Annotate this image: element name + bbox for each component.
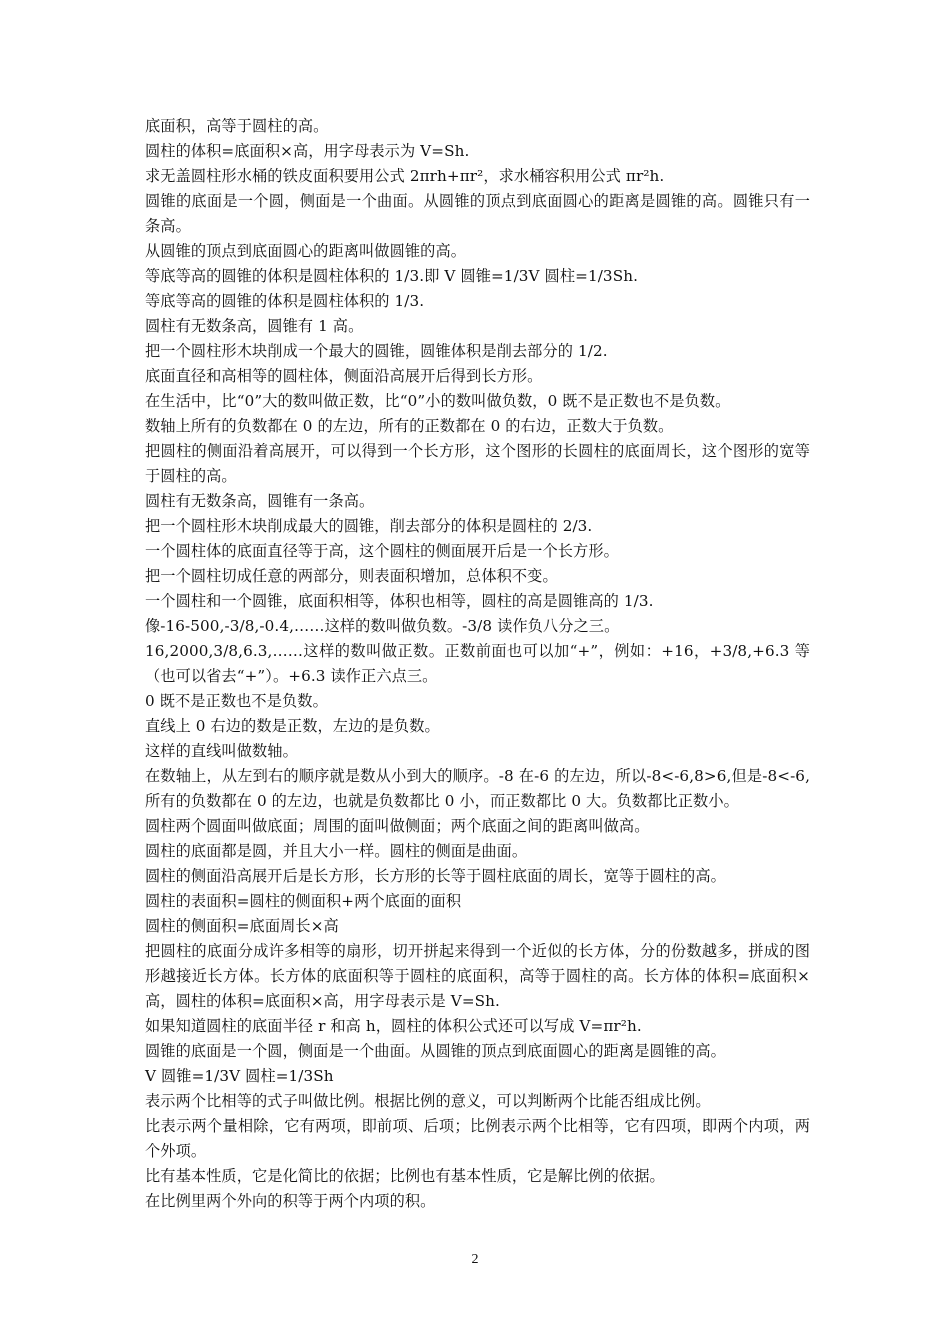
paragraph: 圆柱的侧面沿高展开后是长方形，长方形的长等于圆柱底面的周长，宽等于圆柱的高。 (145, 867, 726, 885)
paragraph: 把一个圆柱形木块削成一个最大的圆锥，圆锥体积是削去部分的 1/2. (145, 342, 608, 360)
paragraph: 等底等高的圆锥的体积是圆柱体积的 1/3.即 V 圆锥=1/3V 圆柱=1/3Sh. (145, 267, 639, 285)
paragraph: 圆柱有无数条高，圆锥有 1 高。 (145, 317, 364, 335)
paragraph: 圆柱的表面积=圆柱的侧面积+两个底面的面积 (145, 892, 462, 910)
paragraph: 从圆锥的顶点到底面圆心的距离叫做圆锥的高。 (145, 242, 467, 260)
paragraph: 直线上 0 右边的数是正数，左边的是负数。 (145, 717, 440, 735)
paragraph: 圆柱的底面都是圆，并且大小一样。圆柱的侧面是曲面。 (145, 842, 528, 860)
paragraph: 把一个圆柱切成任意的两部分，则表面积增加，总体积不变。 (145, 567, 558, 585)
paragraph: 这样的直线叫做数轴。 (145, 742, 298, 760)
paragraph: 把一个圆柱形木块削成最大的圆锥，削去部分的体积是圆柱的 2/3. (145, 517, 593, 535)
paragraph: 圆锥的底面是一个圆，侧面是一个曲面。从圆锥的顶点到底面圆心的距离是圆锥的高。 (145, 1042, 726, 1060)
paragraph: 圆柱的侧面积=底面周长×高 (145, 917, 339, 935)
paragraph: 如果知道圆柱的底面半径 r 和高 h，圆柱的体积公式还可以写成 V=πr²h. (145, 1017, 642, 1035)
page-number: 2 (471, 1252, 479, 1267)
paragraph: 比有基本性质，它是化简比的依据；比例也有基本性质，它是解比例的依据。 (145, 1167, 665, 1185)
paragraph: 圆柱的体积=底面积×高，用字母表示为 V=Sh. (145, 142, 470, 160)
paragraph: 把圆柱的侧面沿着高展开，可以得到一个长方形，这个图形的长圆柱的底面周长，这个图形的宽等于圆柱的高。 (145, 442, 810, 485)
paragraph: V 圆锥=1/3V 圆柱=1/3Sh (145, 1067, 334, 1085)
paragraph: 数轴上所有的负数都在 0 的左边，所有的正数都在 0 的右边，正数大于负数。 (145, 417, 674, 435)
paragraph: 圆柱两个圆面叫做底面；周围的面叫做侧面；两个底面之间的距离叫做高。 (145, 817, 650, 835)
paragraph: 底面积，高等于圆柱的高。 (145, 117, 329, 135)
paragraph: 表示两个比相等的式子叫做比例。根据比例的意义，可以判断两个比能否组成比例。 (145, 1092, 711, 1110)
paragraph: 圆柱有无数条高，圆锥有一条高。 (145, 492, 375, 510)
paragraph: 16,2000,3/8,6.3,……这样的数叫做正数。正数前面也可以加“+”，例如：+16，+3/8,+6.3 等（也可以省去“+”）。+6.3 读作正六点三。 (145, 642, 810, 685)
paragraph: 一个圆柱和一个圆锥，底面积相等，体积也相等，圆柱的高是圆锥高的 1/3. (145, 592, 654, 610)
paragraph: 等底等高的圆锥的体积是圆柱体积的 1/3. (145, 292, 425, 310)
paragraph: 0 既不是正数也不是负数。 (145, 692, 328, 710)
paragraph: 底面直径和高相等的圆柱体，侧面沿高展开后得到长方形。 (145, 367, 543, 385)
paragraph: 在生活中，比“0”大的数叫做正数，比“0”小的数叫做负数，0 既不是正数也不是负数。 (145, 392, 731, 410)
paragraph: 圆锥的底面是一个圆，侧面是一个曲面。从圆锥的顶点到底面圆心的距离是圆锥的高。圆锥只有一条高。 (145, 192, 810, 235)
paragraph: 一个圆柱体的底面直径等于高，这个圆柱的侧面展开后是一个长方形。 (145, 542, 619, 560)
document-body (145, 114, 810, 1214)
paragraph: 在比例里两个外向的积等于两个内项的积。 (145, 1192, 436, 1210)
paragraph: 把圆柱的底面分成许多相等的扇形，切开拼起来得到一个近似的长方体，分的份数越多，拼成的图形越接近长方体。长方体的底面积等于圆柱的底面积，高等于圆柱的高。长方体的体积=底面积×高，圆柱的体积=底面积×高，用字母表示是 V=Sh. (145, 942, 810, 1010)
paragraph: 求无盖圆柱形水桶的铁皮面积要用公式 2πrh+πr²，求水桶容积用公式 πr²h. (145, 167, 665, 185)
paragraph: 在数轴上，从左到右的顺序就是数从小到大的顺序。-8 在-6 的左边，所以-8<-6,8>6,但是-8<-6,所有的负数都在 0 的左边，也就是负数都比 0 小，而正数都比 0 大。负数都比正数小。 (145, 767, 810, 810)
paragraph: 像-16-500,-3/8,-0.4,……这样的数叫做负数。-3/8 读作负八分之三。 (145, 617, 620, 635)
paragraph: 比表示两个量相除，它有两项，即前项、后项；比例表示两个比相等，它有四项，即两个内项，两个外项。 (145, 1117, 810, 1160)
